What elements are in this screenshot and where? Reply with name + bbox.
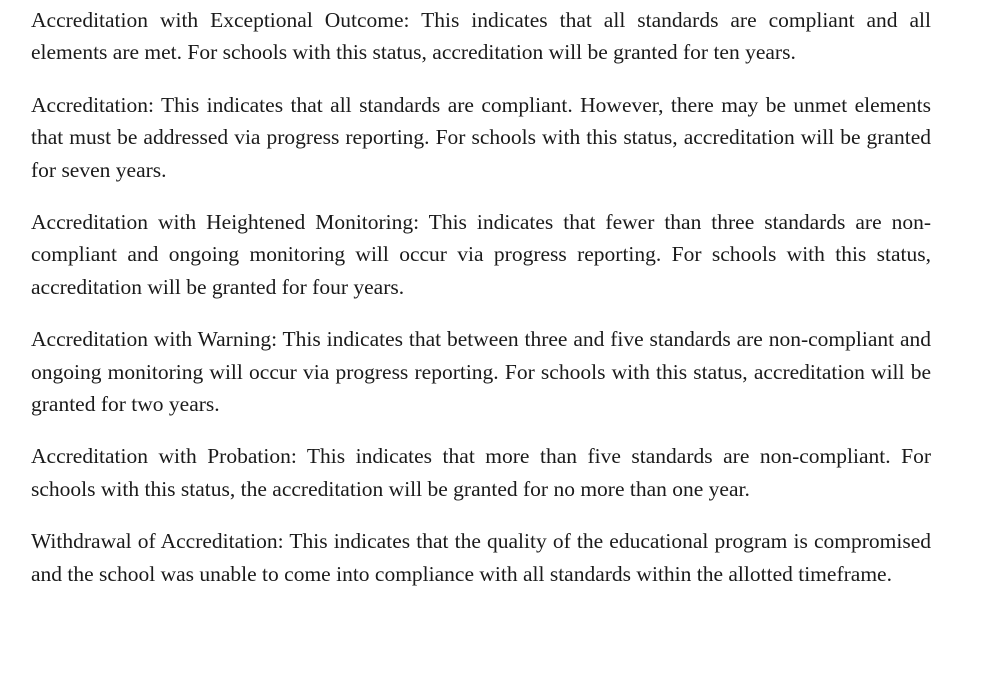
paragraph-withdrawal: Withdrawal of Accreditation: This indicates that the quality of the educational program is compromised and the school was unable to come into compliance with all standards within the allotted timeframe. [31,529,931,586]
document-body [31,4,931,610]
paragraph-heightened-monitoring: Accreditation with Heightened Monitoring: This indicates that fewer than three standards are non-compliant and ongoing monitoring will occur via progress reporting. For schools with this status, accreditation will be granted for four years. [31,210,931,299]
paragraph-warning: Accreditation with Warning: This indicates that between three and five standards are non-compliant and ongoing monitoring will occur via progress reporting. For schools with this status, accreditation will be granted for two years. [31,327,931,417]
paragraph-accreditation: Accreditation: This indicates that all standards are compliant. However, there may be unmet elements that must be addressed via progress reporting. For schools with this status, accreditation will be granted for seven years. [31,92,931,182]
paragraph-exceptional-outcome: Accreditation with Exceptional Outcome: This indicates that all standards are compliant and all elements are met. For schools with this status, accreditation will be granted for ten years. [31,8,931,65]
paragraph-probation: Accreditation with Probation: This indicates that more than five standards are non-compliant. For schools with this status, the accreditation will be granted for no more than one year. [31,444,931,501]
